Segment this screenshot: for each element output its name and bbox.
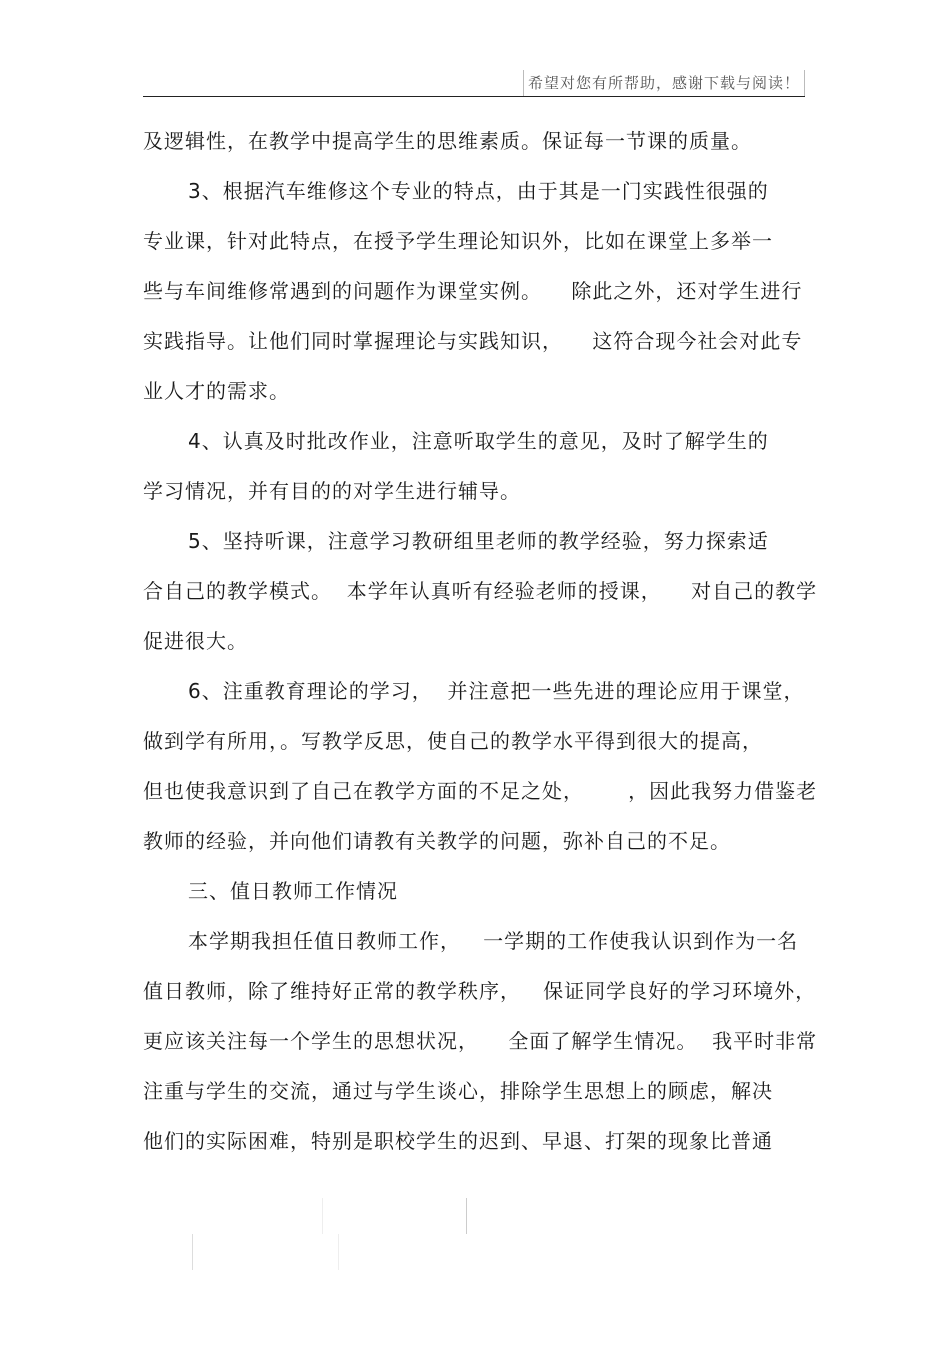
body-line: 专业课，针对此特点，在授予学生理论知识外，比如在课堂上多举一 (143, 229, 773, 253)
body-line: 做到学有所用，。写教学反思，使自己的教学水平得到很大的提高， (143, 729, 763, 753)
header-note: 希望对您有所帮助，感谢下载与阅读！ (523, 70, 805, 96)
body-line: 本学期我担任值日教师工作， 一学期的工作使我认识到作为一名 (188, 929, 799, 953)
body-line: 注重与学生的交流，通过与学生谈心，排除学生思想上的顾虑，解决 (143, 1079, 773, 1103)
body-line: 3、根据汽车维修这个专业的特点，由于其是一门实践性很强的 (188, 179, 769, 203)
body-line: 促进很大。 (143, 629, 248, 653)
body-line: 业人才的需求。 (143, 379, 290, 403)
body-line: 5、坚持听课，注意学习教研组里老师的教学经验，努力探索适 (188, 529, 769, 553)
body-line: 他们的实际困难，特别是职校学生的迟到、早退、打架的现象比普通 (143, 1129, 773, 1153)
page-divider-mark (338, 1234, 339, 1270)
body-line: 6、注重教育理论的学习， 并注意把一些先进的理论应用于课堂， (188, 679, 805, 703)
body-line: 合自己的教学模式。 本学年认真听有经验老师的授课， 对自己的教学 (143, 579, 818, 603)
body-line: 实践指导。让他们同时掌握理论与实践知识， 这符合现今社会对此专 (143, 329, 803, 353)
header-rule (143, 96, 805, 97)
section-heading: 三、值日教师工作情况 (188, 879, 398, 903)
body-line: 些与车间维修常遇到的问题作为课堂实例。 除此之外，还对学生进行 (143, 279, 803, 303)
page-divider-mark (322, 1198, 323, 1234)
body-line: 及逻辑性，在教学中提高学生的思维素质。保证每一节课的质量。 (143, 129, 752, 153)
body-line: 4、认真及时批改作业，注意听取学生的意见，及时了解学生的 (188, 429, 769, 453)
page-divider-mark (192, 1234, 193, 1270)
page-divider-mark (466, 1198, 467, 1234)
body-line: 但也使我意识到了自己在教学方面的不足之处， ，因此我努力借鉴老 (143, 779, 818, 803)
body-line: 更应该关注每一个学生的思想状况， 全面了解学生情况。 我平时非常 (143, 1029, 818, 1053)
body-line: 学习情况，并有目的的对学生进行辅导。 (143, 479, 521, 503)
body-line: 值日教师，除了维持好正常的教学秩序， 保证同学良好的学习环境外， (143, 979, 817, 1003)
body-line: 教师的经验，并向他们请教有关教学的问题，弥补自己的不足。 (143, 829, 731, 853)
